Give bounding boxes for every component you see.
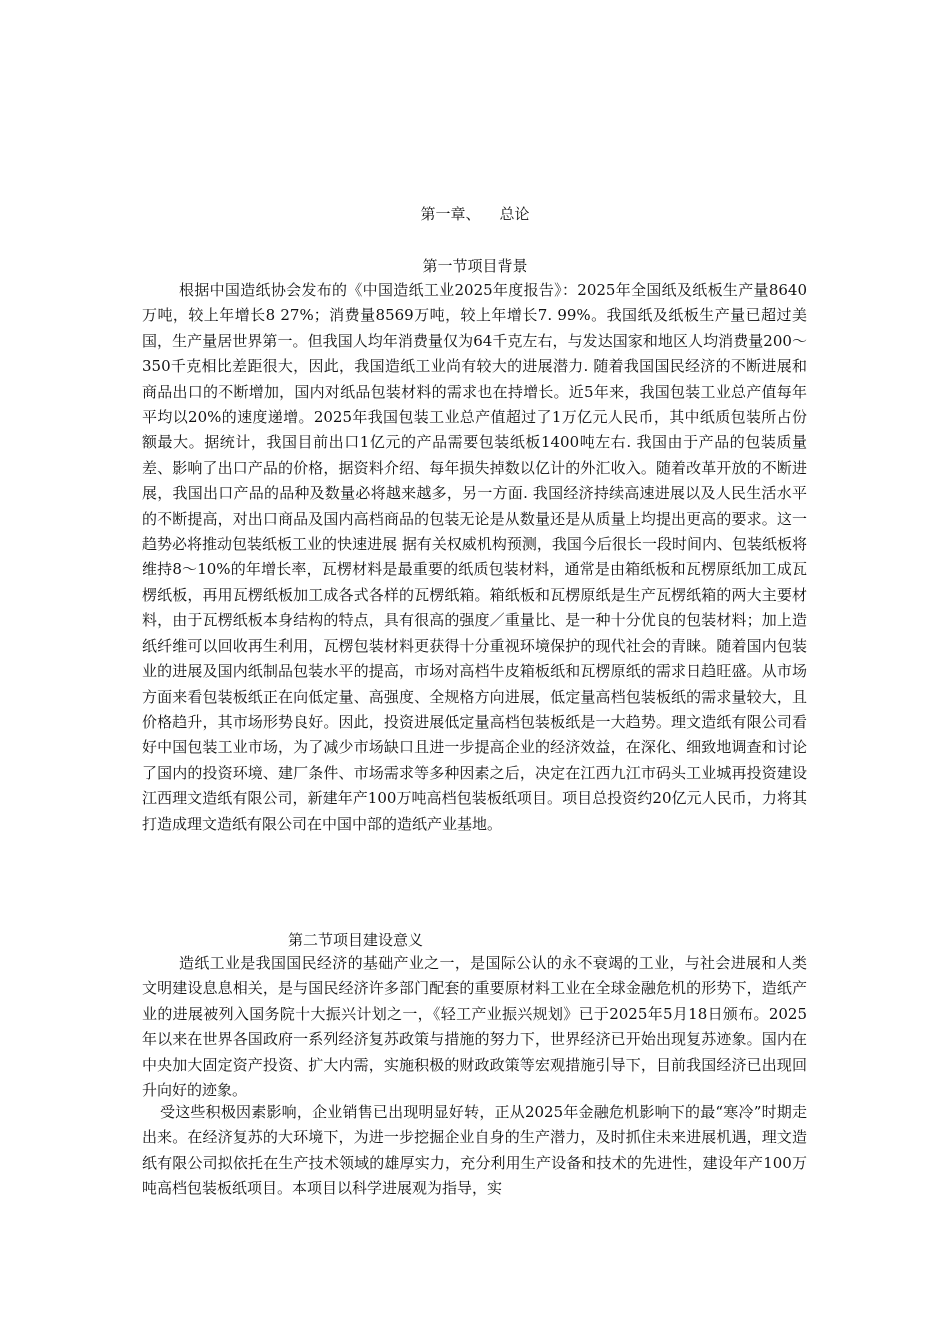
chapter-title: 第一章、 总论: [420, 205, 530, 223]
paragraph-project-background: 根据中国造纸协会发布的《中国造纸工业2025年度报告》：2025年全国纸及纸板生产量8640万吨，较上年增长8 27%；消费量8569万吨，较上年增长7. 99%。我国纸及纸板生产量已超过美国，生产量居世界第一。但我国人均年消费量仅为64千克左右，与发达国家和地区人均消费量200～350千克相比差距很大，因此，我国造纸工业尚有较大的进展潜力. 随着我国国民经济的不断进展和商品出口的不断增加，国内对纸品包装材料的需求也在持增长。近5年来，我国包装工业总产值每年平均以20%的速度递增。2025年我国包装工业总产值超过了1万亿元人民币，其中纸质包装所占份额最大。据统计，我国目前出口1亿元的产品需要包装纸板1400吨左右. 我国由于产品的包装质量差、影响了出口产品的价格，据资料介绍、每年损失掉数以亿计的外汇收入。随着改革开放的不断进展，我国出口产品的品种及数量必将越来越多，另一方面. 我国经济持续高速进展以及人民生活水平的不断提高，对出口商品及国内高档商品的包装无论是从数量还是从质量上均提出更高的要求。这一趋势必将推动包装纸板工业的快速进展 据有关权威机构预测，我国今后很长一段时间内、包装纸板将维持8～10%的年增长率，瓦楞材料是最重要的纸质包装材料，通常是由箱纸板和瓦楞原纸加工成瓦楞纸板，再用瓦楞纸板加工成各式各样的瓦楞纸箱。箱纸板和瓦楞原纸是生产瓦楞纸箱的两大主要材料，由于瓦楞纸板本身结构的特点，具有很高的强度／重量比、是一种十分优良的包装材料；加上造纸纤维可以回收再生利用，瓦楞包装材料更获得十分重视环境保护的现代社会的青睐。随着国内包装业的进展及国内纸制品包装水平的提高，市场对高档牛皮箱板纸和瓦楞原纸的需求日趋旺盛。从市场方面来看包装板纸正在向低定量、高强度、全规格方向进展，低定量高档包装板纸的需求量较大，且价格趋升，其市场形势良好。因此，投资进展低定量高档包装板纸是一大趋势。理文造纸有限公司看好中国包装工业市场，为了减少市场缺口且进一步提高企业的经济效益，在深化、细致地调查和讨论了国内的投资环境、建厂条件、市场需求等多种因素之后，决定在江西九江市码头工业城再投资建设江西理文造纸有限公司，新建年产100万吨高档包装板纸项目。项目总投资约20亿元人民币，力将其打造成理文造纸有限公司在中国中部的造纸产业基地。: [142, 281, 807, 833]
paragraph-project-significance-1: 造纸工业是我国国民经济的基础产业之一，是国际公认的永不衰竭的工业，与社会进展和人类文明建设息息相关，是与国民经济许多部门配套的重要原材料工业在全球金融危机的形势下，造纸产业的进展被列入国务院十大振兴计划之一，《轻工产业振兴规划》已于2025年5月18日颁布。2025年以来在世界各国政府一系列经济复苏政策与措施的努力下，世界经济已开始出现复苏迹象。国内在中央加大固定资产投资、扩大内需，实施积极的财政政策等宏观措施引导下，目前我国经济已出现回升向好的迹象。: [142, 954, 807, 1100]
paragraph-project-significance-2: 受这些积极因素影响，企业销售已出现明显好转，正从2025年金融危机影响下的最“寒冷”时期走出来。在经济复苏的大环境下，为进一步挖掘企业自身的生产潜力，及时抓住未来进展机遇，理文造纸有限公司拟依托在生产技术领域的雄厚实力，充分利用生产设备和技术的先进性，建设年产100万吨高档包装板纸项目。本项目以科学进展观为指导，实: [142, 1103, 807, 1198]
section-title-project-significance: 第二节项目建设意义: [288, 931, 424, 949]
section-title-project-background: 第一节项目背景: [422, 257, 528, 275]
